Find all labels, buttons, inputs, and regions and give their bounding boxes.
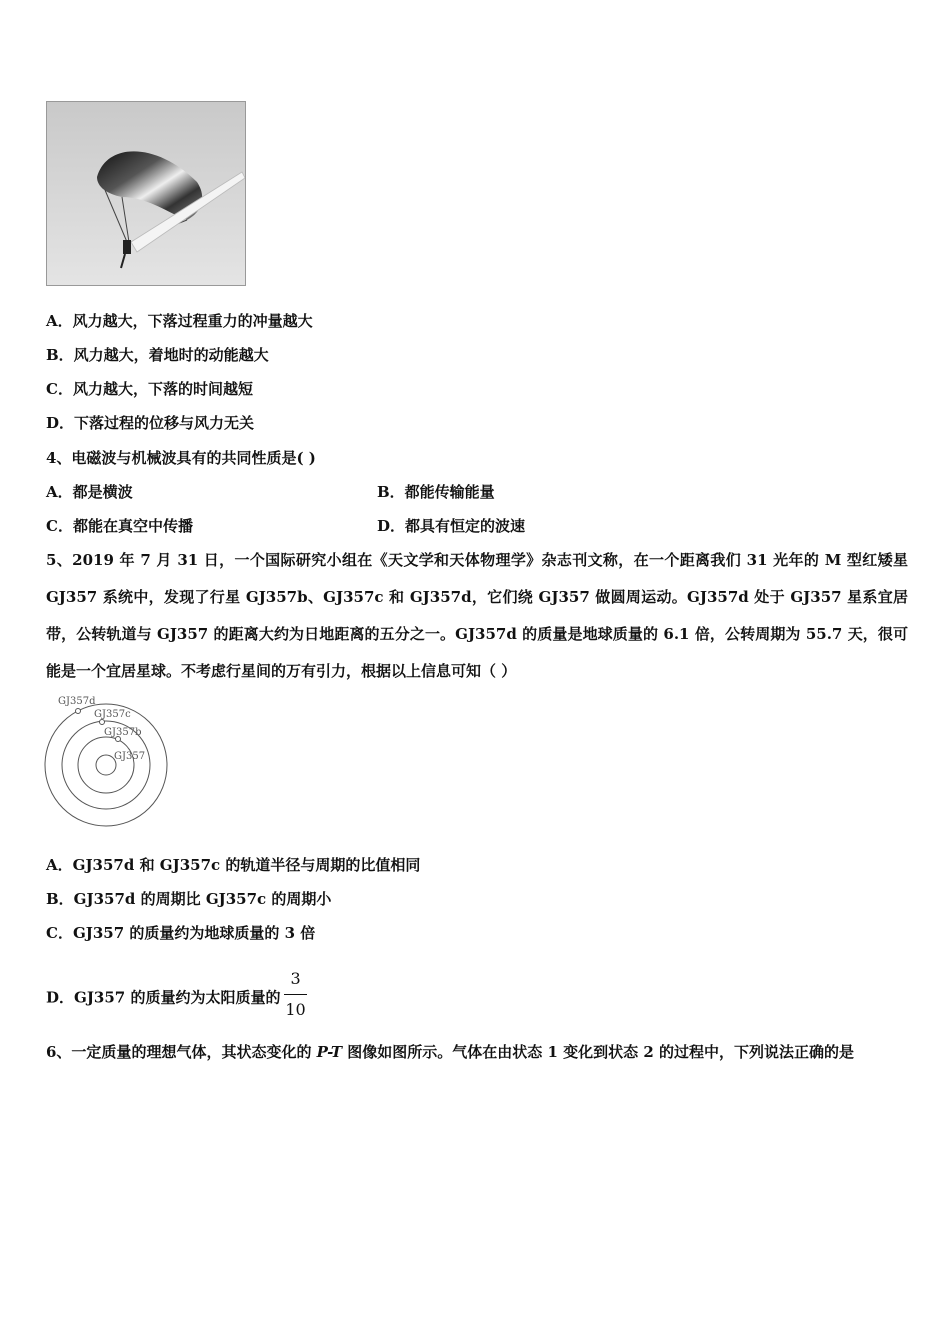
label-gj357b: GJ357b bbox=[104, 727, 142, 738]
q4-option-d: D．都具有恒定的波速 bbox=[377, 517, 526, 535]
q5-option-a: A．GJ357d 和 GJ357c 的轨道半径与周期的比值相同 bbox=[46, 856, 421, 874]
fraction bbox=[284, 966, 306, 1023]
orbit-diagram bbox=[44, 693, 172, 831]
q5-option-c: C．GJ357 的质量约为地球质量的 3 倍 bbox=[46, 924, 316, 942]
q6-stem bbox=[46, 1034, 908, 1071]
q4-option-b: B．都能传输能量 bbox=[377, 483, 495, 501]
orbit-d bbox=[45, 704, 167, 826]
fraction-denominator: 10 bbox=[285, 1000, 306, 1019]
q5-option-d bbox=[46, 970, 307, 1027]
planet-d bbox=[76, 709, 81, 714]
q4-option-c: C．都能在真空中传播 bbox=[46, 517, 193, 535]
star-gj357 bbox=[96, 755, 116, 775]
q4-stem: 4、电磁波与机械波具有的共同性质是( ) bbox=[46, 449, 316, 467]
parachute-photo bbox=[46, 101, 246, 286]
orbit-b bbox=[78, 737, 134, 793]
q4-option-a: A．都是横波 bbox=[46, 483, 133, 501]
q3-option-b: B．风力越大，着地时的动能越大 bbox=[46, 346, 269, 364]
q5-stem: 5、2019 年 7 月 31 日，一个国际研究小组在《天文学和天体物理学》杂志刊文称，在一个距离我们 31 光年的 M 型红矮星 GJ357 系统中，发现了行星 GJ357b、GJ357c 和 GJ357d，它们绕 GJ357 做圆周运动。GJ357d 处于 GJ357 星系宜居带，公转轨道与 GJ357 的距离大约为日地距离的五分之一。GJ357d 的质量是地球质量的 6.1 倍，公转周期为 55.7 天，很可能是一个宜居星球。不考虑行星间的万有引力，根据以上信息可知（ ） bbox=[46, 551, 908, 680]
label-gj357d: GJ357d bbox=[58, 696, 96, 707]
fraction-numerator: 3 bbox=[284, 966, 306, 995]
q6-stem-italic: P-T bbox=[316, 1043, 343, 1061]
planet-c bbox=[100, 720, 105, 725]
q5-option-d-text: D．GJ357 的质量约为太阳质量的 bbox=[46, 988, 281, 1007]
parachute-illustration bbox=[47, 102, 245, 285]
q3-option-d: D．下落过程的位移与风力无关 bbox=[46, 414, 255, 432]
q5-option-b: B．GJ357d 的周期比 GJ357c 的周期小 bbox=[46, 890, 332, 908]
label-gj357: GJ357 bbox=[114, 751, 146, 762]
q3-option-a: A．风力越大，下落过程重力的冲量越大 bbox=[46, 312, 313, 330]
q3-option-c: C．风力越大，下落的时间越短 bbox=[46, 380, 253, 398]
label-gj357c: GJ357c bbox=[94, 709, 131, 720]
q6-stem-before: 6、一定质量的理想气体，其状态变化的 bbox=[46, 1043, 317, 1061]
q6-stem-after: 图像如图所示。气体在由状态 1 变化到状态 2 的过程中，下列说法正确的是 bbox=[342, 1043, 855, 1061]
